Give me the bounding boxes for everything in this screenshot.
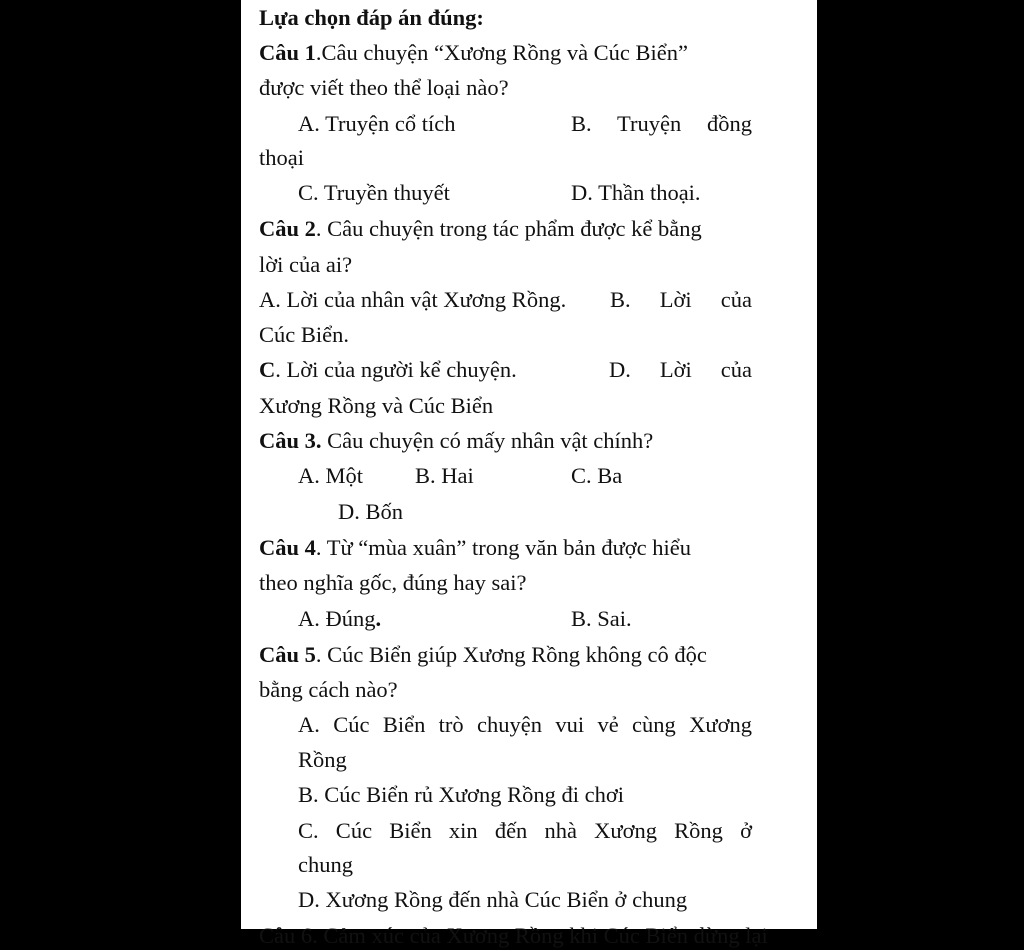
question-5-option-a-cont: Rồng: [298, 747, 347, 772]
question-5-line-2: bằng cách nào?: [259, 677, 398, 702]
question-1-option-b-cont: thoại: [259, 145, 304, 170]
question-2-option-a: A. Lời của nhân vật Xương Rồng.: [259, 287, 567, 312]
question-3-option-b: B. Hai: [415, 463, 474, 488]
question-1-label: Câu 1: [259, 40, 316, 65]
question-4-line-1: Câu 4. Từ “mùa xuân” trong văn bản được hiểu: [259, 535, 692, 560]
question-5-option-d: D. Xương Rồng đến nhà Cúc Biển ở chung: [298, 887, 688, 912]
question-2-line-2: lời của ai?: [259, 252, 353, 277]
question-4-label: Câu 4: [259, 535, 316, 560]
question-5-label: Câu 5: [259, 642, 316, 667]
question-2-label: Câu 2: [259, 216, 316, 241]
question-1-line-1: Câu 1.Câu chuyện “Xương Rồng và Cúc Biển”: [259, 40, 689, 65]
question-3-line-1: Câu 3. Câu chuyện có mấy nhân vật chính?: [259, 428, 654, 453]
question-2-option-c: C. Lời của người kể chuyện.: [259, 357, 517, 382]
question-3-option-a: A. Một: [298, 463, 364, 488]
question-2-option-b: B. Lời của: [610, 287, 752, 312]
question-4-option-a: A. Đúng.: [298, 606, 382, 631]
question-1-option-d: D. Thần thoại.: [571, 180, 701, 205]
question-3-label: Câu 3.: [259, 428, 322, 453]
question-5-option-c: C. Cúc Biển xin đến nhà Xương Rồng ở: [298, 818, 752, 843]
question-2-option-d-cont: Xương Rồng và Cúc Biển: [259, 393, 494, 418]
question-1-option-c: C. Truyền thuyết: [298, 180, 450, 205]
question-5-line-1: Câu 5. Cúc Biển giúp Xương Rồng không cô độc: [259, 642, 707, 667]
question-6-partial: [259, 916, 768, 948]
question-5-option-b: B. Cúc Biển rủ Xương Rồng đi chơi: [298, 782, 624, 807]
question-1-option-a: A. Truyện cổ tích: [298, 111, 456, 136]
question-5-option-a: A. Cúc Biển trò chuyện vui vẻ cùng Xương: [298, 712, 752, 737]
question-4-line-2: theo nghĩa gốc, đúng hay sai?: [259, 570, 527, 595]
question-3-option-d: D. Bốn: [338, 499, 404, 524]
question-2-option-b-cont: Cúc Biển.: [259, 322, 349, 347]
question-2-option-d: D. Lời của: [609, 357, 752, 382]
question-1-option-b: B. Truyện đồng: [571, 111, 752, 136]
question-6-partial-text: Câu 6. Cảm xúc của Xương Rồng khi Cúc Biển dừng lại: [259, 923, 768, 948]
question-1-line-2: được viết theo thể loại nào?: [259, 75, 509, 100]
question-5-option-c-cont: chung: [298, 852, 353, 877]
question-3-option-c: C. Ba: [571, 463, 623, 488]
question-4-option-b: B. Sai.: [571, 606, 632, 631]
document-page: [241, 0, 817, 948]
question-2-line-1: Câu 2. Câu chuyện trong tác phẩm được kể bằng: [259, 216, 702, 241]
section-heading: Lựa chọn đáp án đúng:: [259, 5, 484, 30]
